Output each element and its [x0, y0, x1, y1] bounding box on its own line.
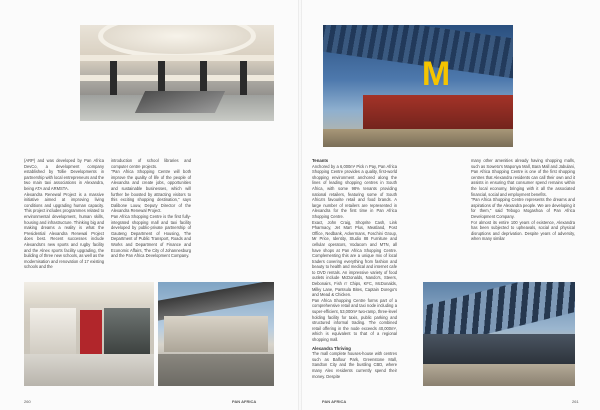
- right-column-1: [312, 158, 397, 379]
- paragraph: Pan Africa Shopping Centre forms part of a comprehensive retail and taxi node including a super-efficient, 53,000m² two-ramp, three-level holding facility for taxis, public parking and structured informal trading. The combined retail offering in the node exceeds 40,000m², which is equivalent to that of a regional shopping mall.: [312, 297, 397, 342]
- paragraph: "Pan Africa Shopping Centre represents the dreams and aspirations of the Alexandra people. We are developing it for them," said Tebogo Mogashoa of Pan Africa Development Company.: [471, 197, 575, 219]
- left-column-2: [111, 158, 191, 259]
- mcdonalds-canopy-photo: [323, 25, 513, 147]
- mcdonalds-logo: M: [421, 55, 451, 93]
- glass-canopy-photo: [423, 282, 575, 386]
- paragraph: For almost its entire 100 years of existence, Alexandra has been subjected to upheavals, social and physical disruptions and deprivation. Despite years of adversity, when many similar: [471, 219, 575, 242]
- mall-atrium-photo: [80, 25, 274, 121]
- paragraph: Exact, John Craig, Shoprite Cash, Link Pharmacy, Jet Mart Plus, Meatland, Post Office, Nedbank, Ackermans, Foschini Group, Mr Price, Identity, Studio 88 Furniture and cellular operators, Vodacom and MTN, all have shops at Pan Africa Shopping Centre. Complementing this are a unique mix of local traders covering everything from fashion and beauty to health and medical and internet cafe to DVD rentals. An impressive variety of food outlets include McDonalds, Nando's, Steers, Debonairs, Fish n' Chips, KFC, McDonalds, Milky Lane, Pantsula Bites, Captain Dorego's and Mead & Chicken.: [312, 219, 397, 298]
- section-heading-alexandra: Alexandra Thriving: [312, 345, 351, 351]
- section-heading-tenants: Tenants: [312, 158, 329, 163]
- left-footer-page-number: 260: [24, 399, 31, 404]
- paragraph: many other amenities already having shopping malls, such as Soweto's Maponya Mall, Bara Mall and Jabulani, Pan Africa Shopping Centre is one of the first shopping centres that Alexandra residents can call their own and it assists in ensuring that consumer spend remains within the local economy, bringing with it all the associated financial, social and employment benefits.: [471, 158, 575, 197]
- paragraph: (ARP) and was developed by Pan Africa DevCo, a development company established by Tollie Developments in partnership with local entrepreneurs and the two main taxi associations in Alexandra, being ATA and ARMSTA.: [24, 158, 104, 191]
- right-column-2: [423, 158, 575, 242]
- paragraph: "Pan Africa Shopping Centre will both improve the quality of life of the people of Alexandra and create jobs, opportunities and sustainable businesses, which will further be boosted by attracting visitors to this exciting shopping destination," says Dalibone Louw, Deputy Director of the Alexandra Renewal Project.: [111, 169, 191, 214]
- left-column-1: [24, 158, 104, 270]
- right-footer-section: PAN AFRICA: [322, 399, 347, 404]
- paragraph: Pan Africa Shopping Centre is the first fully-integrated shopping mall and taxi facility developed by public-private partnership of Gauteng Department of Housing, The Department of Public Transport, Roads and Works and Department of Finance and Economic Affairs, The City of Johannesburg and the Pan Africa Development Company.: [111, 213, 191, 259]
- right-footer-page-number: 261: [572, 399, 579, 404]
- paragraph: Anchored by a 6,000m² Pick n Pay, Pan Africa Shopping Centre provides a quality, first-world shopping environment anchored along the lines of leading shopping centres in South Africa, with some 98% tenants providing national retailers, featuring some of South Africa's favourite retail and food brands. A large number of retailers are represented in Alexandra for the first time in Pan Africa Shopping Centre.: [312, 163, 397, 219]
- paragraph: The mall complete houses-house with centres such as Balfour Park, Greenstone Mall, Sandton City and the bustling CBD, where many Alex residents currently spend their money. Despite: [312, 351, 397, 379]
- paragraph: Alexandra Renewal Project is a massive initiative aimed at improving living conditions and upgrading human capacity. This project includes programmes related to environmental development, human skills, housing and infrastructure. Thinking big and making dreams a reality is what the Presidential Alexandra Renewal Project does best. Recent successes include Alexandra's new sports and rugby facility and the Alnex sports facility upgrading, the building of three new schools, as well as the modernisation and renovation of 17 existing schools and the: [24, 191, 104, 270]
- mall-exterior-photo: [158, 282, 274, 386]
- left-footer-section: PAN AFRICA: [232, 399, 257, 404]
- mall-corridor-photo: [24, 282, 154, 386]
- paragraph: introduction of school libraries and computer centre projects.: [111, 158, 191, 169]
